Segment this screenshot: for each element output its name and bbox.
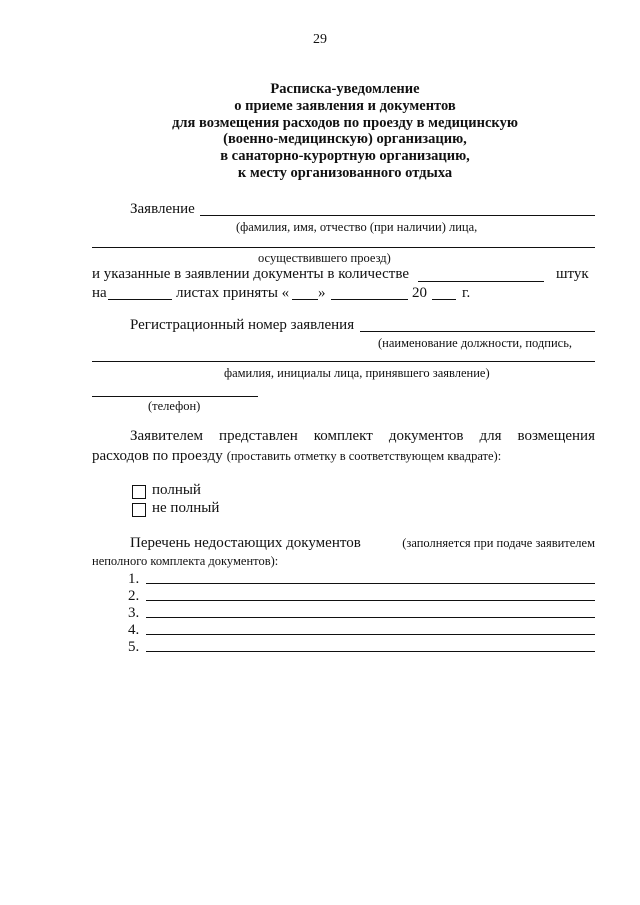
missing-doc-field-2[interactable] bbox=[146, 600, 595, 601]
partial-kit-label: не полный bbox=[152, 500, 220, 516]
title-line: для возмещения расходов по проезду в медицинскую bbox=[172, 114, 518, 131]
applicant-name-field-2[interactable] bbox=[92, 247, 595, 248]
applicant-travel-hint: осуществившего проезд) bbox=[258, 251, 391, 265]
sheets-count-field[interactable] bbox=[108, 299, 172, 300]
docs-count-label: и указанные в заявлении документы в количестве bbox=[92, 266, 409, 282]
title-line: о приеме заявления и документов bbox=[234, 97, 456, 114]
partial-kit-checkbox[interactable] bbox=[132, 503, 146, 517]
kit-statement-main: расходов по проезду bbox=[92, 448, 223, 464]
missing-docs-note: (заполняется при подаче заявителем bbox=[402, 536, 595, 550]
phone-field[interactable] bbox=[92, 396, 258, 397]
list-number: 3. bbox=[128, 605, 140, 621]
applicant-name-field[interactable] bbox=[200, 215, 595, 216]
title-line: в санаторно-курортную организацию, bbox=[220, 148, 470, 165]
accepter-field[interactable] bbox=[92, 361, 595, 362]
title-line: Расписка-уведомление bbox=[270, 81, 420, 97]
document-title bbox=[120, 81, 570, 182]
docs-count-field[interactable] bbox=[418, 281, 544, 282]
applicant-name-hint: (фамилия, имя, отчество (при наличии) лица, bbox=[236, 220, 478, 234]
title-line: к месту организованного отдыха bbox=[237, 164, 453, 181]
title-line: (военно-медицинскую) организацию, bbox=[223, 131, 467, 148]
list-number: 1. bbox=[128, 571, 140, 587]
application-label: Заявление bbox=[130, 201, 195, 217]
year-suffix: г. bbox=[462, 285, 471, 301]
registration-number-field[interactable] bbox=[360, 331, 595, 332]
missing-doc-field-1[interactable] bbox=[146, 583, 595, 584]
missing-docs-line1 bbox=[130, 535, 595, 552]
list-number: 5. bbox=[128, 639, 140, 655]
missing-docs-main: Перечень недостающих документов bbox=[130, 535, 361, 551]
full-kit-checkbox[interactable] bbox=[132, 485, 146, 499]
year-prefix: 20 bbox=[412, 285, 427, 301]
missing-docs-line2: неполного комплекта документов): bbox=[92, 554, 279, 568]
quote-close: » bbox=[318, 285, 326, 301]
missing-doc-field-3[interactable] bbox=[146, 617, 595, 618]
page-number: 29 bbox=[313, 32, 327, 47]
accept-day-field[interactable] bbox=[292, 299, 318, 300]
registration-number-label: Регистрационный номер заявления bbox=[130, 317, 355, 333]
docs-unit-label: штук bbox=[556, 266, 589, 282]
missing-doc-field-5[interactable] bbox=[146, 651, 595, 652]
phone-hint: (телефон) bbox=[148, 399, 201, 413]
list-number: 2. bbox=[128, 588, 140, 604]
kit-statement-line2 bbox=[92, 447, 501, 465]
full-kit-label: полный bbox=[152, 482, 201, 498]
missing-doc-field-4[interactable] bbox=[146, 634, 595, 635]
position-signature-hint: (наименование должности, подпись, bbox=[378, 336, 573, 350]
kit-statement-line1: Заявителем представлен комплект документов для возмещения bbox=[130, 428, 595, 444]
sheets-on-label: на bbox=[92, 285, 107, 301]
accept-year-field[interactable] bbox=[432, 299, 456, 300]
kit-statement-note: (проставить отметку в соответствующем квадрате): bbox=[226, 449, 502, 463]
accept-month-field[interactable] bbox=[331, 299, 408, 300]
sheets-accepted-label: листах приняты « bbox=[176, 285, 290, 301]
accepter-hint: фамилия, инициалы лица, принявшего заявление) bbox=[224, 366, 490, 380]
list-number: 4. bbox=[128, 622, 140, 638]
